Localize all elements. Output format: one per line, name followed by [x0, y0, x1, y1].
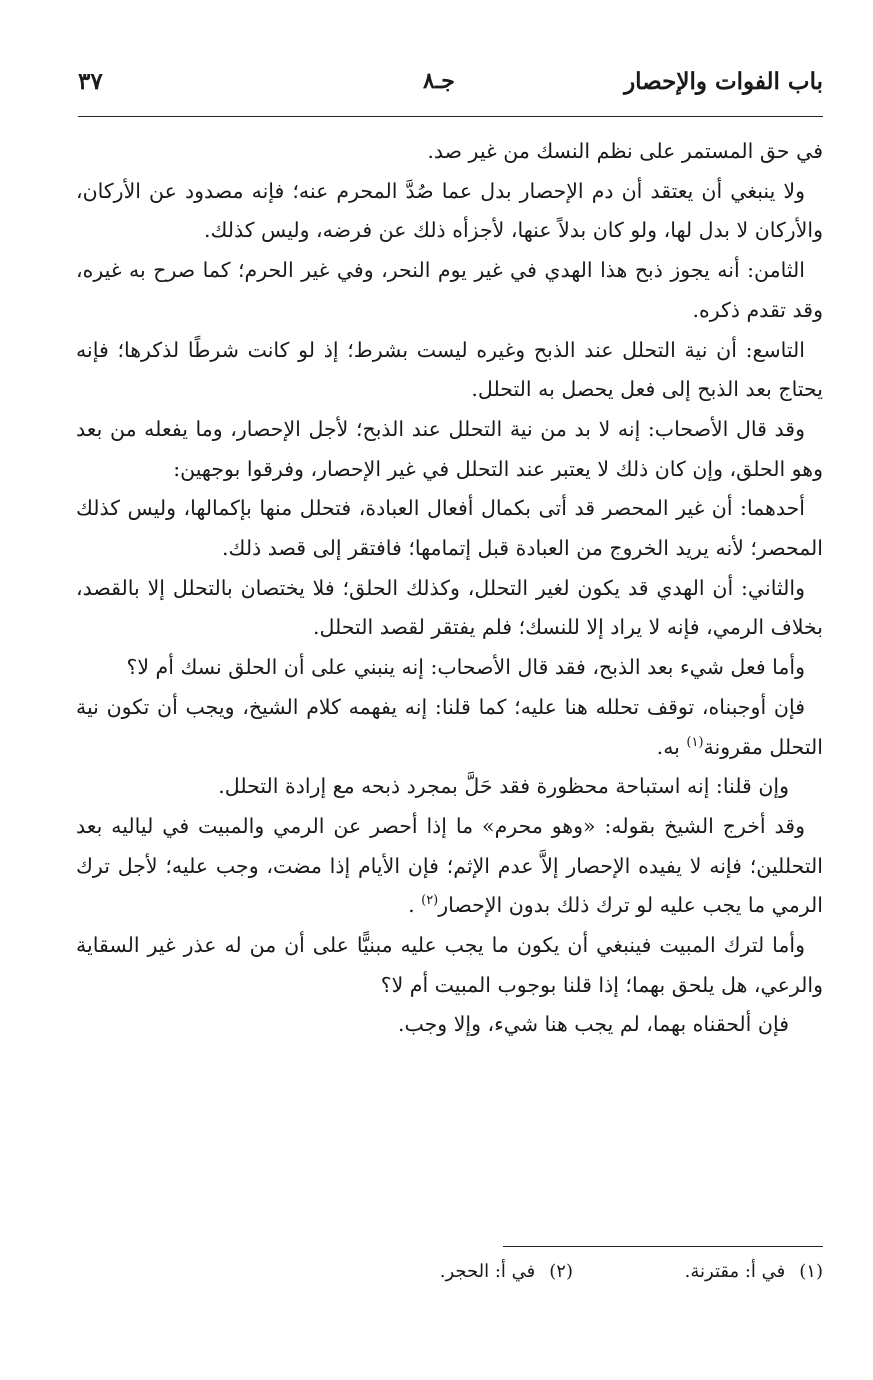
paragraph: فإن ألحقناه بهما، لم يجب هنا شيء، وإلا وجب. — [397, 1012, 789, 1037]
footnote-ref[interactable]: (١) — [686, 734, 704, 750]
footnote-text: في أ: الحجر. — [439, 1261, 536, 1282]
paragraph: وأما فعل شيء بعد الذبح، فقد قال الأصحاب: إنه ينبني على أن الحلق نسك أم لا؟ — [126, 655, 805, 680]
volume-label: جـ٨ — [423, 68, 455, 94]
page-number: ٣٧ — [78, 68, 103, 95]
paragraph — [76, 688, 823, 767]
footnote-ref[interactable]: (٢) — [421, 893, 439, 909]
paragraph: وقد قال الأصحاب: إنه لا بد من نية التحلل عند الذبح؛ لأجل الإحصار، وما يفعله من بعد وهو الحلق، وإن كان ذلك لا يعتبر عند التحلل في غير الإحصار، وفرقوا بوجهين: — [76, 416, 823, 481]
chapter-title: باب الفوات والإحصار — [624, 68, 823, 95]
footnote-text: في أ: مقترنة. — [684, 1261, 786, 1282]
footnote-number: (٢) — [549, 1261, 573, 1282]
paragraph: وإن قلنا: إنه استباحة محظورة فقد حَلَّ بمجرد ذبحه مع إرادة التحلل. — [218, 774, 789, 799]
paragraph-tail: . — [408, 893, 422, 918]
footnote-1 — [685, 1258, 823, 1286]
paragraph: وأما لترك المبيت فينبغي أن يكون ما يجب عليه مبنيًّا على أن من له عذر غير السقاية والرعي، هل يلحق بهما؛ إذا قلنا بوجوب المبيت أم لا؟ — [76, 933, 823, 997]
paragraph: ولا ينبغي أن يعتقد أن دم الإحصار بدل عما صُدَّ المحرم عنه؛ فإنه مصدود عن الأركان، والأركان لا بدل لها، ولو كان بدلاً عنها، لأجزأه ذلك عن فرضه، وليس كذلك. — [76, 178, 823, 243]
footnote-rule — [503, 1246, 823, 1247]
paragraph: أحدهما: أن غير المحصر قد أتى بكمال أفعال العبادة، فتحلل منها بإكمالها، وليس كذلك المحصر؛ لأنه يريد الخروج من العبادة قبل إتمامها؛ فافتقر إلى قصد ذلك. — [76, 496, 823, 561]
paragraph-text: فإن أوجبناه، توقف تحلله هنا عليه؛ كما قلنا: إنه يفهمه كلام الشيخ، ويجب أن تكون نية التحلل مقرونة — [76, 694, 823, 759]
paragraph: الثامن: أنه يجوز ذبح هذا الهدي في غير يوم النحر، وفي غير الحرم؛ كما صرح به غيره، وقد تقدم ذكره. — [76, 258, 823, 322]
paragraph: التاسع: أن نية التحلل عند الذبح وغيره ليست بشرط؛ إذ لو كانت شرطًا لذكرها؛ فإنه يحتاج بعد الذبح إلى فعل يحصل به التحلل. — [76, 337, 823, 402]
paragraph-text: وقد أخرج الشيخ بقوله: «وهو محرم» ما إذا أحصر عن الرمي والمبيت في لياليه بعد التحللين؛ فإنه لا يفيده الإحصار إلاَّ عدم الإثم؛ فإن الأيام إذا مضت، وجب عليه؛ لأجل ترك الرمي ما يجب عليه لو ترك ذلك بدون الإحصار — [76, 813, 823, 918]
running-header — [78, 62, 823, 102]
footnote-2 — [440, 1258, 573, 1286]
footnote-number: (١) — [799, 1261, 823, 1282]
header-rule — [78, 116, 823, 117]
body-text — [76, 132, 823, 1045]
paragraph-tail: به. — [656, 734, 687, 759]
paragraph: والثاني: أن الهدي قد يكون لغير التحلل، وكذلك الحلق؛ فلا يختصان بالتحلل إلا بالقصد، بخلاف الرمي، فإنه لا يراد إلا للنسك؛ فلم يفتقر لقصد التحلل. — [76, 575, 823, 640]
paragraph: في حق المستمر على نظم النسك من غير صد. — [427, 139, 823, 163]
paragraph — [76, 807, 823, 926]
